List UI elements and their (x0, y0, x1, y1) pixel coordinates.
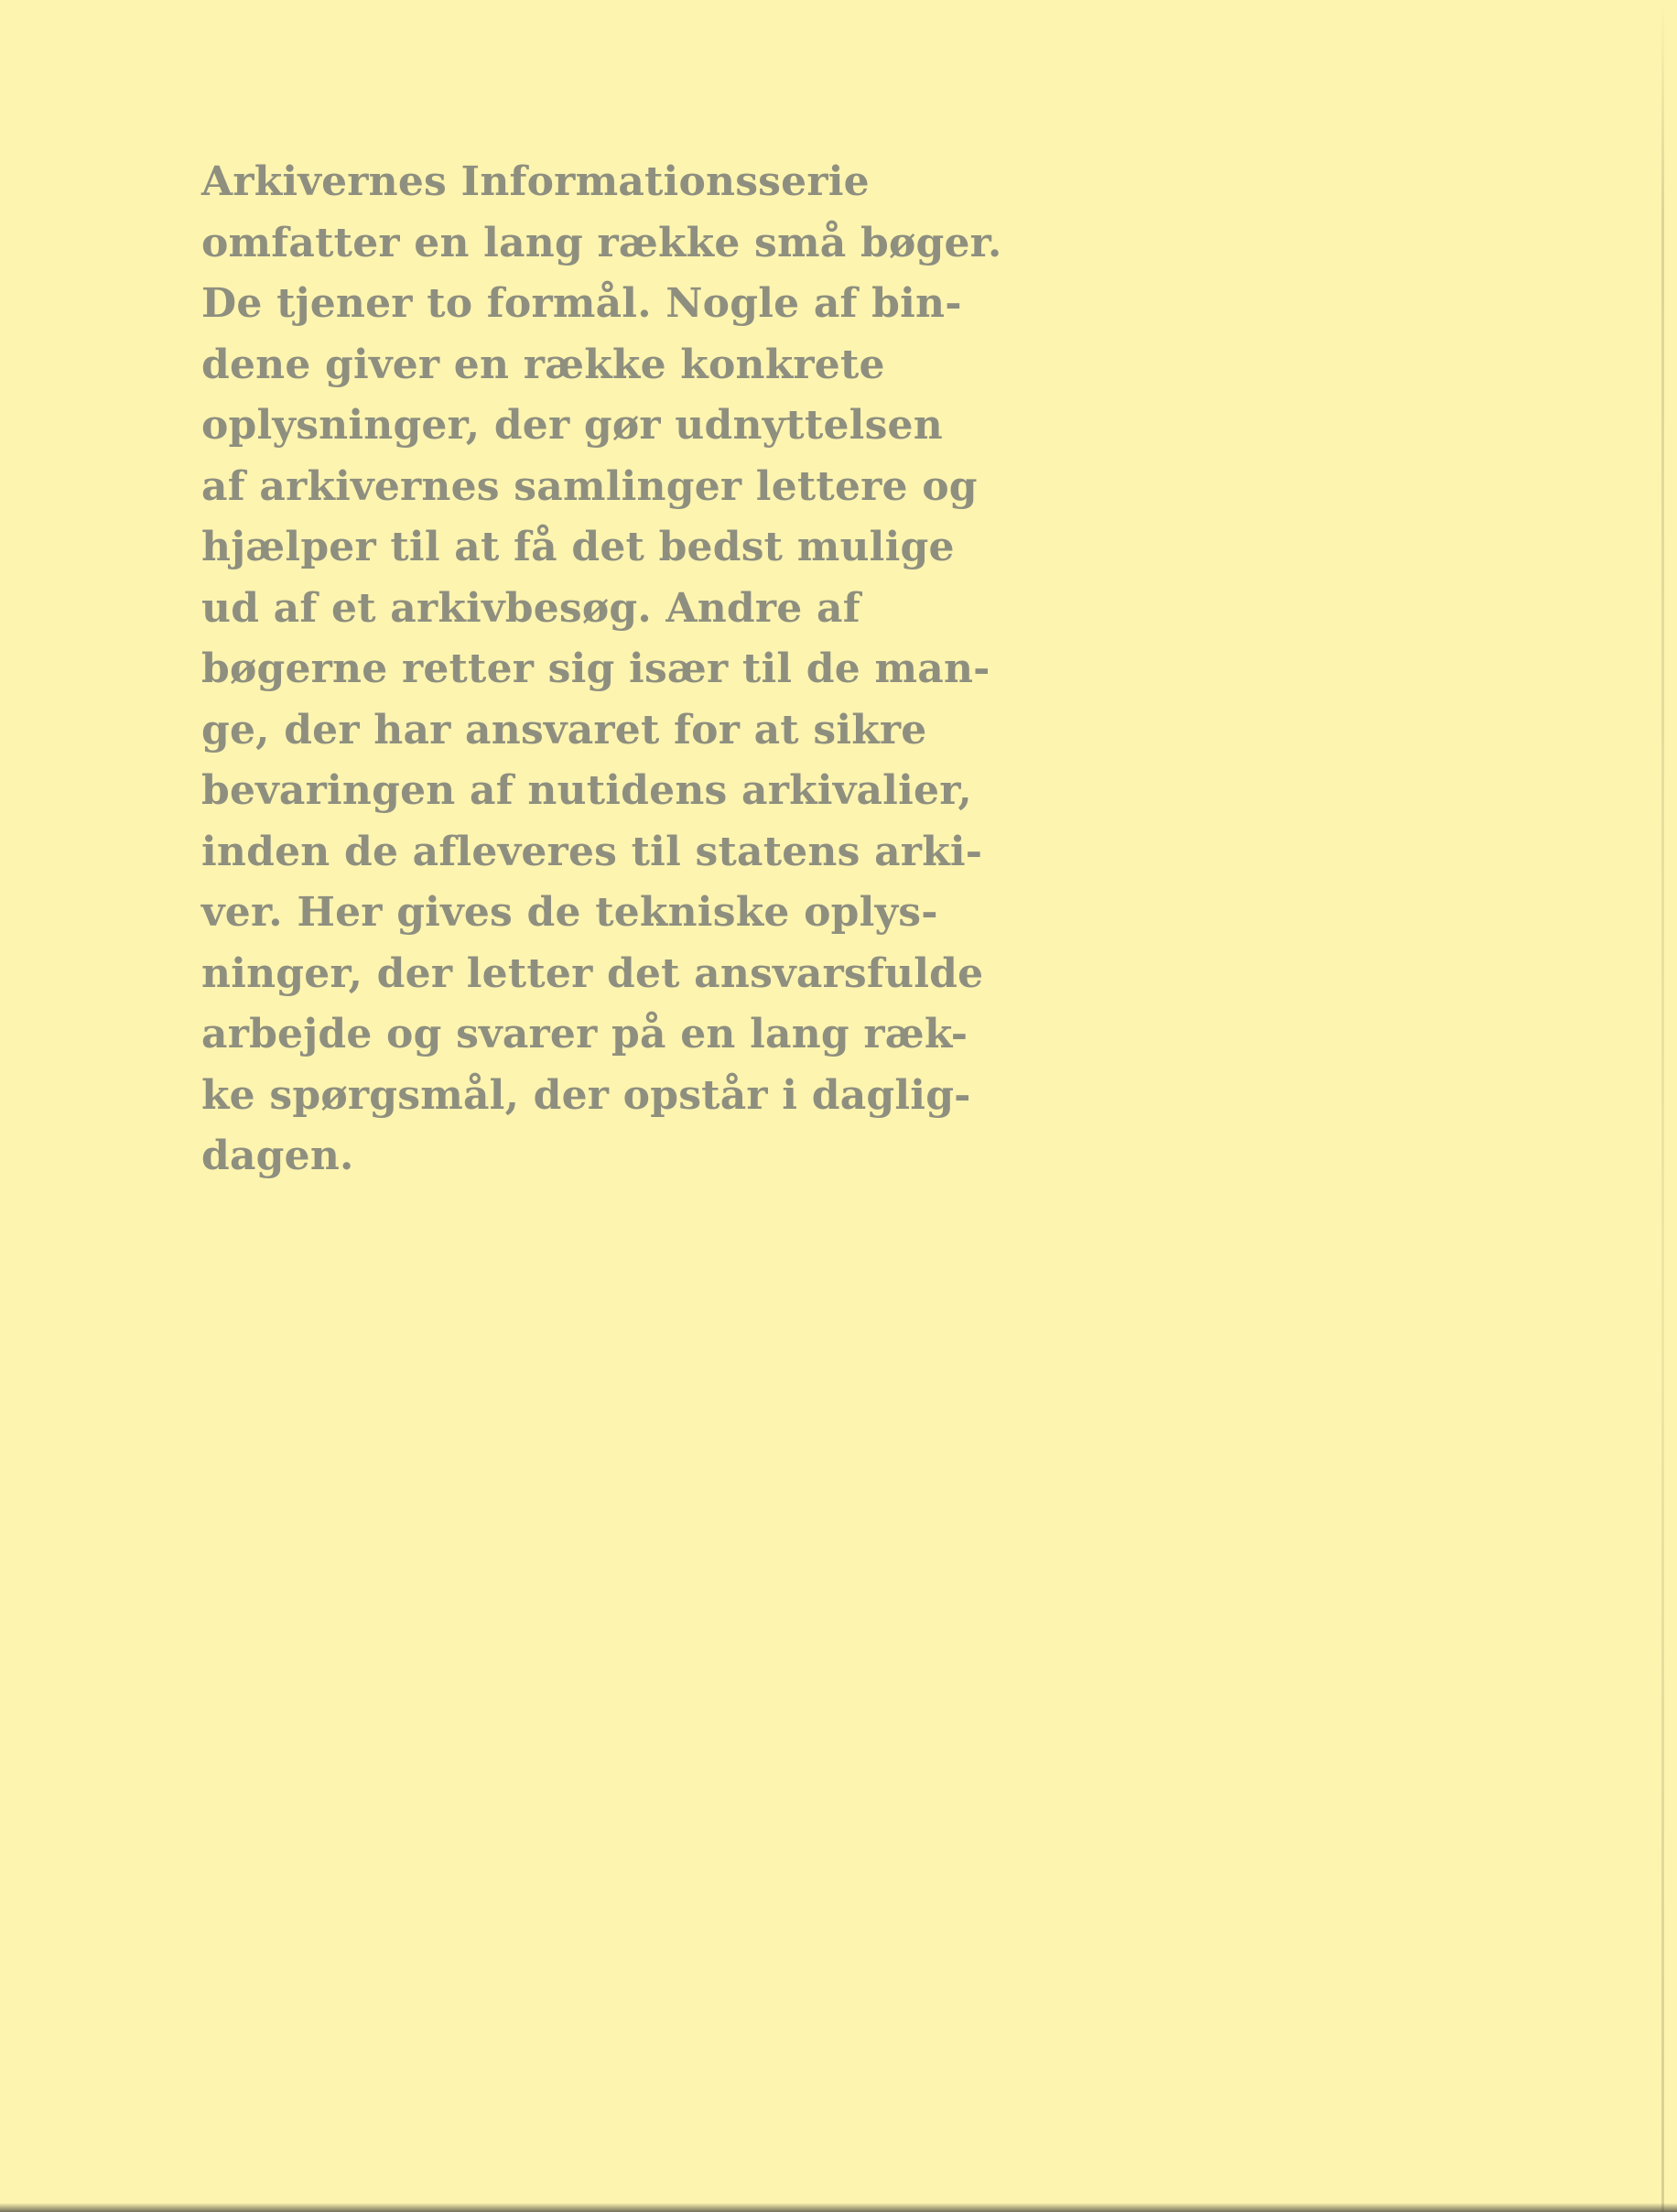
text-line: dene giver en række konkrete (201, 341, 885, 388)
page-edge-shadow (1661, 0, 1664, 2212)
text-line: bevaringen af nutidens arkivalier, (201, 767, 972, 814)
scan-bottom-edge (0, 2203, 1677, 2212)
text-line: ninger, der letter det ansvarsfulde (201, 949, 984, 997)
text-line: af arkivernes samlinger lettere og (201, 462, 978, 510)
text-line: dagen. (201, 1133, 354, 1179)
text-line: ge, der har ansvaret for at sikre (201, 706, 927, 754)
text-line: arbejde og svarer på en lang ræk- (201, 1011, 968, 1057)
text-line: ke spørgsmål, der opstår i daglig- (201, 1071, 971, 1119)
text-line: ud af et arkivbesøg. Andre af (201, 584, 860, 632)
text-line: hjælper til at få det bedst mulige (201, 524, 955, 570)
text-line: oplysninger, der gør udnyttelsen (201, 402, 943, 449)
text-line: inden de afleveres til statens arki- (201, 828, 983, 875)
description-paragraph (201, 152, 1117, 1187)
text-line: De tjener to formål. Nogle af bin- (201, 280, 962, 327)
text-line: Arkivernes Informationsserie (201, 158, 870, 205)
text-line: bøgerne retter sig især til de man- (201, 645, 990, 692)
text-line: omfatter en lang række små bøger. (201, 219, 1002, 266)
text-line: ver. Her gives de tekniske oplys- (201, 889, 938, 936)
